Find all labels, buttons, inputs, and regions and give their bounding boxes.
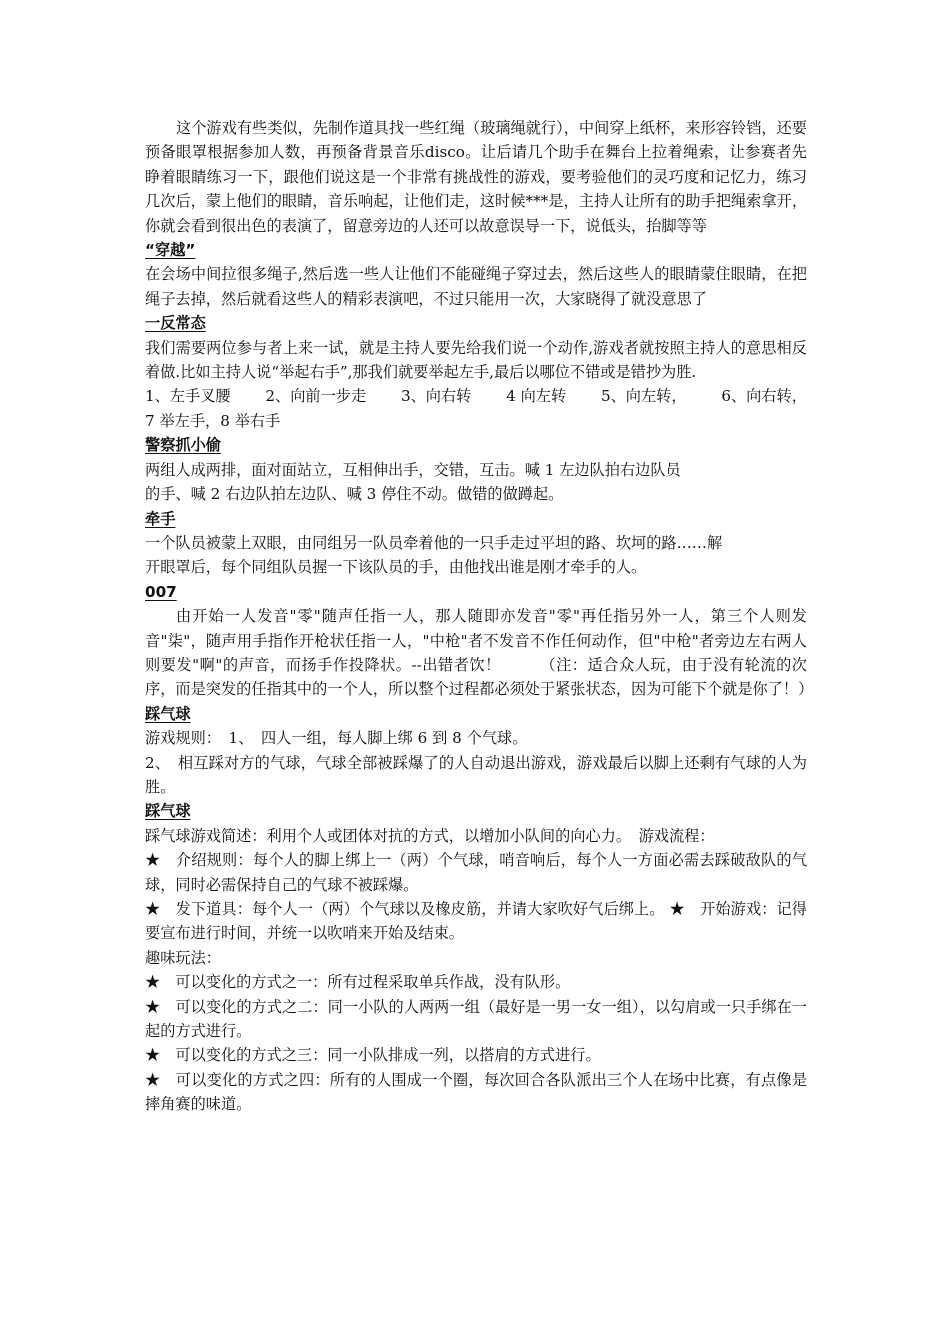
section-title-opposite: 一反常态 bbox=[145, 314, 206, 333]
balloon1-rule-1: 游戏规则： 1、 四人一组，每人脚上绑 6 到 8 个气球。 bbox=[145, 729, 528, 748]
police-line-2: 的手、喊 2 右边队拍左边队、喊 3 停住不动。做错的做蹲起。 bbox=[145, 485, 564, 504]
section-title-007: 007 bbox=[145, 582, 177, 601]
action-item: 2、向前一步走 bbox=[265, 387, 367, 406]
balloon2-variant-2: ★ 可以变化的方式之二：同一小队的人两两一组（最好是一男一女一组），以勾肩或一只手绑在一起的方式进行。 bbox=[145, 997, 807, 1041]
hands-line-2: 开眼罩后，每个同组队员握一下该队员的手，由他找出谁是刚才牵手的人。 bbox=[145, 558, 647, 577]
balloon2-variant-1: ★ 可以变化的方式之一：所有过程采取单兵作战，没有队形。 bbox=[145, 973, 571, 992]
action-item: 4 向左转 bbox=[506, 387, 567, 406]
crossing-paragraph: 在会场中间拉很多绳子,然后选一些人让他们不能碰绳子穿过去，然后这些人的眼睛蒙住眼睛，在把绳子去掉，然后就看这些人的精彩表演吧，不过只能用一次，大家晓得了就没意思了 bbox=[145, 265, 807, 308]
document-page bbox=[145, 116, 814, 1117]
hands-line-1: 一个队员被蒙上双眼，由同组另一队员牵着他的一只手走过平坦的路、坎坷的路……解 bbox=[145, 533, 723, 552]
balloon2-star-1: ★ 介绍规则：每个人的脚上绑上一（两）个气球，哨音响后，每个人一方面必需去踩破敌队的气球，同时必需保持自己的气球不被踩爆。 bbox=[145, 851, 807, 894]
intro-paragraph: 这个游戏有些类似，先制作道具找一些红绳（玻璃绳就行），中间穿上纸杯，来形容铃铛，还要预备眼罩根据参加人数，再预备背景音乐disco。让后请几个助手在舞台上拉着绳索，让参赛者先睁着眼睛练习一下，跟他们说这是一个非常有挑战性的游戏，要考验他们的灵巧度和记忆力，练习几次后，蒙上他们的眼睛，音乐响起，让他们走，这时候***是，主持人让所有的助手把绳索拿开，你就会看到很出色的表演了，留意旁边的人还可以故意误导一下，说低头，抬脚等等 bbox=[145, 119, 807, 235]
police-line-1: 两组人成两排，面对面站立，互相伸出手，交错，互击。喊 1 左边队拍右边队员 bbox=[145, 460, 681, 479]
balloon1-rule-2: 2、 相互踩对方的气球，气球全部被踩爆了的人自动退出游戏，游戏最后以脚上还剩有气球的人为胜。 bbox=[145, 753, 807, 796]
section-title-police: 警察抓小偷 bbox=[145, 436, 221, 455]
section-title-balloon-2: 踩气球 bbox=[145, 802, 191, 821]
balloon2-variant-3: ★ 可以变化的方式之三：同一小队排成一列，以搭肩的方式进行。 bbox=[145, 1046, 601, 1065]
action-item: 5、向左转， bbox=[600, 387, 687, 406]
balloon2-summary: 踩气球游戏简述：利用个人或团体对抗的方式，以增加小队间的向心力。 游戏流程： bbox=[145, 826, 715, 845]
action-item: 1、左手叉腰 bbox=[145, 387, 231, 406]
action-item: 3、向右转 bbox=[400, 387, 472, 406]
action-item: 6、向右转， bbox=[721, 387, 807, 406]
balloon2-star-2: ★ 发下道具：每个人一（两）个气球以及橡皮筋，并请大家吹好气后绑上。 ★ 开始游戏：记得要宣布进行时间，并统一以吹哨来开始及结束。 bbox=[145, 900, 807, 943]
balloon2-variant-4: ★ 可以变化的方式之四：所有的人围成一个圈，每次回合各队派出三个人在场中比赛，有点像是摔角赛的味道。 bbox=[145, 1070, 807, 1114]
section-title-crossing: “穿越” bbox=[145, 241, 196, 260]
section-title-hands: 牵手 bbox=[145, 509, 176, 528]
opposite-actions-row2: 7 举左手，8 举右手 bbox=[145, 411, 281, 430]
opposite-paragraph: 我们需要两位参与者上来一试，就是主持人要先给我们说一个动作,游戏者就按照主持人的意思相反着做.比如主持人说“举起右手”,那我们就要举起左手,最后以哪位不错或是错抄为胜. bbox=[145, 338, 807, 382]
section-title-balloon-1: 踩气球 bbox=[145, 704, 191, 723]
opposite-actions-row bbox=[145, 384, 807, 408]
balloon2-fun-label: 趣味玩法： bbox=[145, 948, 221, 967]
007-paragraph: 由开始一人发音"零"随声任指一人，那人随即亦发音"零"再任指另外一人，第三个人则发音"柒"，随声用手指作开枪状任指一人，"中枪"者不发音不作任何动作，但"中枪"者旁边左右两人则要发"啊"的声音，而扬手作投降状。--出错者饮！ （注：适合众人玩，由于没有轮流的次序，而是突发的任指其中的一个人，所以整个过程都必须处于紧张状态，因为可能下个就是你了！） bbox=[145, 607, 814, 699]
